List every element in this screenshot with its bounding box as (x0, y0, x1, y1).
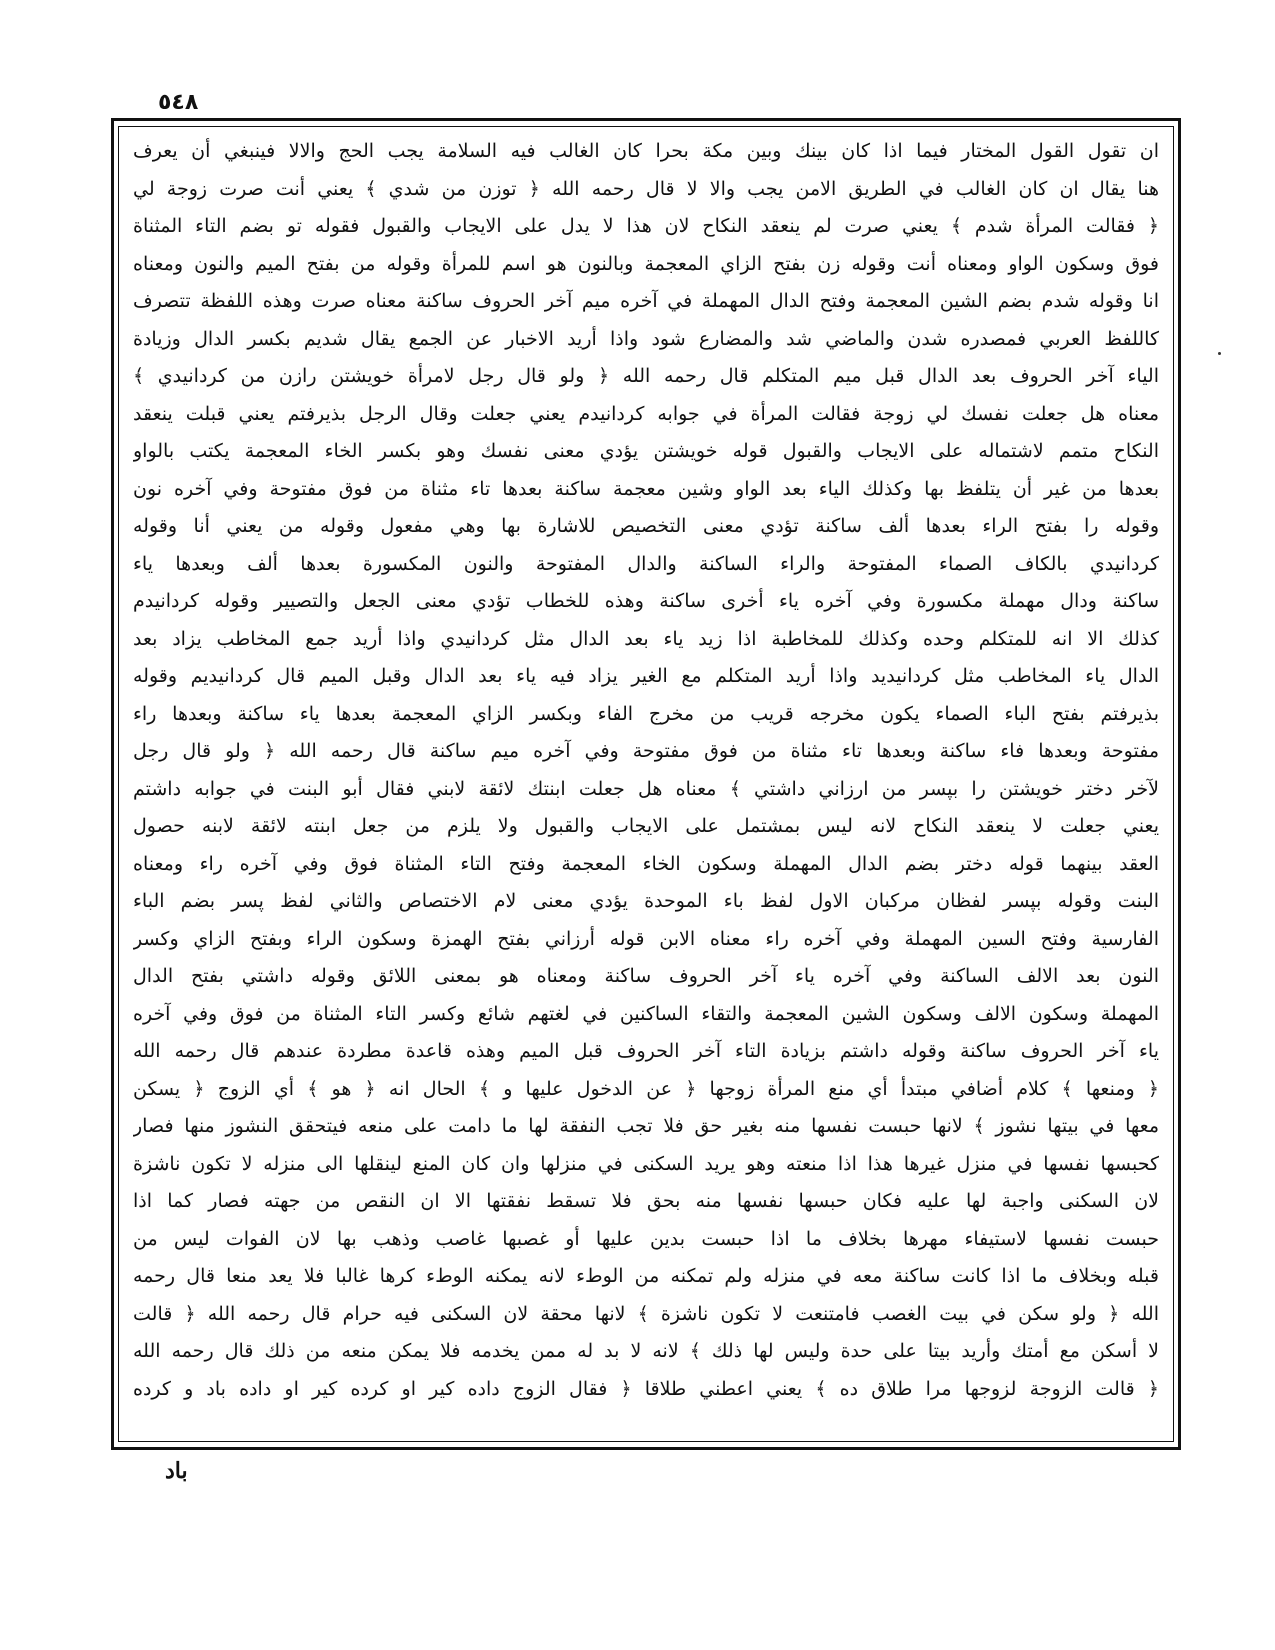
text-line: العقد بينهما قوله دختر بضم الدال المهملة وسكون الخاء المعجمة وفتح التاء المثناة فوق وفي آخره راء ومعناه (133, 852, 1159, 875)
text-line: ساكنة ودال مهملة مكسورة وفي آخره ياء أخرى ساكنة وهذه للخطاب تؤدي معنى الجعل والتصيير وقوله كردانيدم (133, 590, 1159, 612)
text-line: ياء آخر الحروف ساكنة وقوله داشتم بزيادة التاء آخر الحروف قبل الميم وهذه قاعدة مطردة عندهم قال رحمه الله (133, 1040, 1159, 1062)
text-line: الفارسية وفتح السين المهملة وفي آخره راء معناه الابن قوله أرزاني بفتح الهمزة وسكون الراء وبفتح الزاي وكسر (133, 927, 1159, 950)
text-line: النكاح متمم لاشتماله على الايجاب والقبول قوله خويشتن يؤدي معنى نفسك وهو بكسر الخاء المعجمة يكتب بالواو (133, 440, 1159, 462)
text-line: البنت وقوله بپسر لفظان مركبان الاول لفظ باء الموحدة يؤدي معنى لام الاختصاص والثاني لفظ پسر بضم الباء (133, 890, 1159, 912)
text-line: بعدها من غير أن يتلفظ بها وكذلك الياء بعد الواو وشين معجمة ساكنة بعدها تاء مثناة من فوق مفتوحة وفي آخره نون (133, 477, 1159, 500)
text-line: لآخر دختر خويشتن را بپسر من ارزاني داشتي ﴾ معناه هل جعلت ابنتك لائقة لابني فقال أبو البنت في جوابه داشتم (133, 777, 1159, 800)
text-line: ﴿ فقالت المرأة شدم ﴾ يعني صرت لم ينعقد النكاح لان هذا لا يدل على الايجاب والقبول فقوله تو بضم التاء المثناة (133, 215, 1159, 237)
text-line: قبله وبخلاف ما اذا كانت ساكنة معه في منزله ولم تمكنه من الوطء لانه يمكنه الوطء كرها غالبا فلا يعد منعا قال رحمه (133, 1265, 1159, 1287)
text-line: ان تقول القول المختار فيما اذا كان بينك وبين مكة بحرا كان الغالب فيه السلامة يجب الحج والالا فينبغي أن يعرف (133, 140, 1159, 162)
text-line: انا وقوله شدم بضم الشين المعجمة وفتح الدال المهملة في آخره ميم آخر الحروف ساكنة معناه صرت وهذه اللفظة تتصرف (133, 290, 1159, 312)
text-line: كحبسها نفسها في منزل غيرها هذا اذا منعته وهو يريد السكنى في منزلها وان كان المنع لينقلها الى منزله لا تكون ناشزة (133, 1152, 1159, 1175)
text-line: يعني جعلت لا ينعقد النكاح لانه ليس بمشتمل على الايجاب والقبول ولا يلزم من جعل ابنته لائقة لابنه حصول (133, 815, 1159, 837)
page-border-inner (118, 126, 1174, 1442)
text-line: حبست نفسها لاستيفاء مهرها بخلاف ما اذا حبست بدين عليها أو غصبها غاصب وذهب بها لان الفوات ليس من (133, 1227, 1159, 1250)
text-line: معها في بيتها نشوز ﴾ لانها حبست نفسها منه بغير حق فلا تجب النفقة لها ما دامت على منعه فيتحقق النشوز منها فصار (133, 1115, 1159, 1137)
margin-mark (1218, 352, 1221, 355)
text-line: كردانيدي بالكاف الصماء المفتوحة والراء الساكنة والدال المفتوحة والنون المكسورة بعدها ألف وبعدها ياء (133, 552, 1159, 575)
text-line: لا أسكن مع أمتك وأريد بيتا على حدة وليس لها ذلك ﴾ لانه لا بد له ممن يخدمه فلا يمكن منعه من ذلك قال رحمه الله (133, 1340, 1159, 1362)
text-line: النون بعد الالف الساكنة وفي آخره ياء آخر الحروف ساكنة ومعناه هو بمعنى اللائق وقوله داشتي بفتح الدال (133, 965, 1159, 987)
text-line: بذيرفتم بفتح الباء الصماء يكون مخرجه قريب من مخرج الفاء وبكسر الزاي المعجمة بعدها ياء ساكنة وبعدها راء (133, 702, 1159, 725)
body-text (133, 133, 1159, 1408)
text-line: لان السكنى واجبة لها عليه فكان حبسها نفسها منه بحق فلا تسقط نفقتها الا ان النقص من جهته فصار كما اذا (133, 1190, 1159, 1212)
text-line: فوق وسكون الواو ومعناه أنت وقوله زن بفتح الزاي المعجمة وبالنون هو اسم للمرأة وقوله من بفتح الميم والنون ومعناه (133, 252, 1159, 275)
text-line: الدال ياء المخاطب مثل كردانيديد واذا أريد المتكلم مع الغير يزاد فيه ياء بعد الدال وقبل الميم قال كردانيديم وقوله (133, 665, 1159, 687)
text-line: ﴿ ومنعها ﴾ كلام أضافي مبتدأ أي منع المرأة زوجها ﴿ عن الدخول عليها و ﴾ الحال انه ﴿ هو ﴾ أي الزوج ﴿ يسكن (133, 1077, 1159, 1100)
text-line: المهملة وسكون الالف وسكون الشين المعجمة والتقاء الساكنين في لغتهم شائع وكسر التاء المثناة من فوق وفي آخره (133, 1002, 1159, 1025)
text-line: ﴿ قالت الزوجة لزوجها مرا طلاق ده ﴾ يعني اعطني طلاقا ﴿ فقال الزوج داده كير او كرده كير او داده باد و كرده (133, 1377, 1159, 1400)
text-line: كاللفظ العربي فمصدره شدن والماضي شد والمضارع شود واذا أريد الاخبار عن الجمع يقال شديم بكسر الدال وزيادة (133, 327, 1159, 350)
text-line: الله ﴿ ولو سكن في بيت الغصب فامتنعت لا تكون ناشزة ﴾ لانها محقة لان السكنى فيه حرام قال رحمه الله ﴿ قالت (133, 1302, 1159, 1325)
text-line: وقوله را بفتح الراء بعدها ألف ساكنة تؤدي معنى التخصيص للاشارة بها وهي مفعول وقوله من يعني أنا وقوله (133, 515, 1159, 537)
catchword: باد (165, 1458, 188, 1484)
page-number: ٥٤٨ (158, 90, 199, 115)
text-line: هنا يقال ان كان الغالب في الطريق الامن يجب والا لا قال رحمه الله ﴿ توزن من شدي ﴾ يعني أنت صرت زوجة لي (133, 177, 1159, 200)
text-line: كذلك الا انه للمتكلم وحده وكذلك للمخاطبة اذا زيد ياء بعد الدال مثل كردانيدي واذا أريد جمع المخاطب يزاد بعد (133, 627, 1159, 650)
text-line: معناه هل جعلت نفسك لي زوجة فقالت المرأة في جوابه كردانيدم يعني جعلت وقال الرجل بذيرفتم يعني قبلت ينعقد (133, 402, 1159, 425)
text-line: الياء آخر الحروف بعد الدال قبل ميم المتكلم قال رحمه الله ﴿ ولو قال رجل لامرأة خويشتن رازن من كردانيدي ﴾ (133, 365, 1159, 387)
text-line: مفتوحة وبعدها فاء ساكنة وبعدها تاء مثناة من فوق مفتوحة وفي آخره ميم ساكنة قال رحمه الله ﴿ ولو قال رجل (133, 740, 1159, 762)
